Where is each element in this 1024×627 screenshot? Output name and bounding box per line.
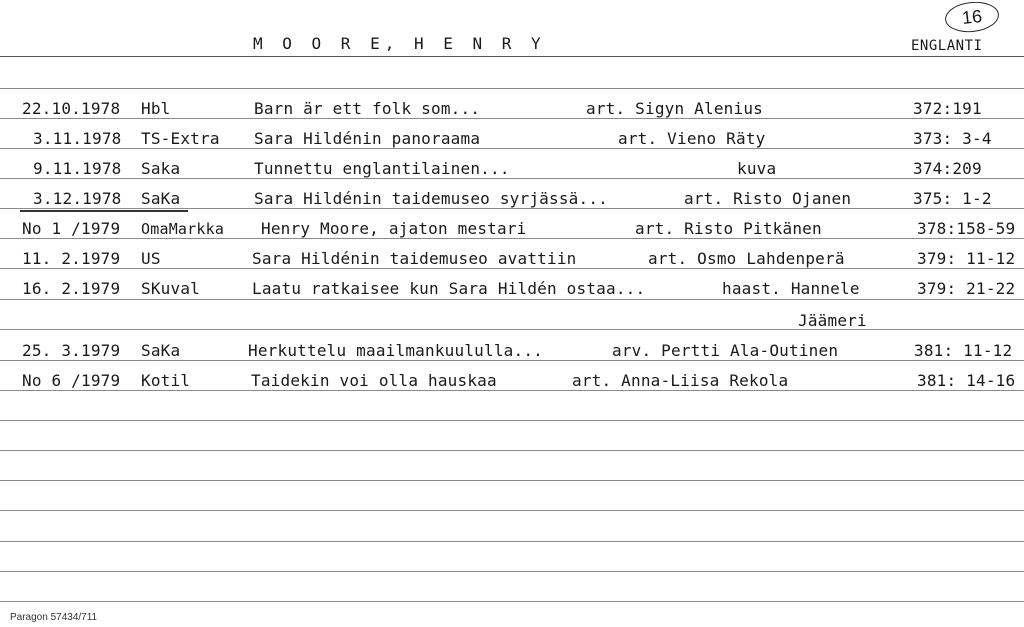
entry-ref: 381: 11-12 [914,341,1013,360]
entry-ref: 379: 11-12 [917,249,1016,268]
entry-author: art. Sigyn Alenius [586,99,763,118]
entry-source: SaKa [141,341,181,360]
entry-ref: 379: 21-22 [917,279,1016,298]
rule-line [0,510,1024,511]
rule-line [0,268,1024,269]
entry-source: Hbl [141,99,171,118]
rule-line [0,480,1024,481]
entry-underline [20,210,188,212]
entry-source: SaKa [141,189,181,208]
entry-date: 9.11.1978 [33,159,122,178]
entry-date: 22.10.1978 [22,99,121,118]
card-country: ENGLANTI [911,38,983,54]
entry-ref: 375: 1-2 [913,189,992,208]
entry-ref: 378:158-59 [917,219,1016,238]
entry-author-continued: Jäämeri [798,311,867,330]
entry-ref: 381: 14-16 [917,371,1016,390]
rule-line [0,118,1024,119]
entry-date: 25. 3.1979 [22,341,121,360]
entry-author: art. Vieno Räty [618,129,766,148]
entry-author: art. Risto Pitkänen [635,219,822,238]
entry-date: 11. 2.1979 [22,249,121,268]
entry-title: Taidekin voi olla hauskaa [251,371,497,390]
rule-line [0,329,1024,330]
entry-author: haast. Hannele [722,279,860,298]
rule-line [0,88,1024,89]
entry-author: kuva [737,159,777,178]
entry-title: Sara Hildénin panoraama [254,129,481,148]
entry-date: No 6 /1979 [22,371,121,390]
print-mark: Paragon 57434/711 [10,612,98,623]
card-subject-name: M O O R E, H E N R Y [253,34,546,53]
entry-title: Henry Moore, ajaton mestari [261,219,527,238]
header-rule [0,56,1024,57]
rule-line [0,601,1024,602]
entry-author: arv. Pertti Ala-Outinen [612,341,839,360]
entry-date: 3.12.1978 [33,189,122,208]
entry-author: art. Anna-Liisa Rekola [572,371,789,390]
entry-title: Sara Hildénin taidemuseo syrjässä... [254,189,608,208]
entry-source: US [141,249,161,268]
entry-source: SKuval [141,279,200,298]
rule-line [0,360,1024,361]
entry-date: No 1 /1979 [22,219,121,238]
rule-line [0,148,1024,149]
rule-line [0,178,1024,179]
rule-line [0,420,1024,421]
entry-title: Sara Hildénin taidemuseo avattiin [252,249,577,268]
entry-title: Herkuttelu maailmankuululla... [248,341,543,360]
rule-line [0,450,1024,451]
entry-source: OmaMarkka [141,220,225,238]
rule-line [0,571,1024,572]
entry-date: 16. 2.1979 [22,279,121,298]
entry-ref: 373: 3-4 [913,129,992,148]
entry-title: Laatu ratkaisee kun Sara Hildén ostaa... [252,279,646,298]
entry-title: Tunnettu englantilainen... [254,159,510,178]
entry-source: Kotil [141,371,191,390]
rule-line [0,238,1024,239]
entry-date: 3.11.1978 [33,129,122,148]
rule-line [0,541,1024,542]
entry-source: TS-Extra [141,129,220,148]
card-number-stamp: 16 [944,0,1001,35]
entry-title: Barn är ett folk som... [254,99,481,118]
entry-author: art. Osmo Lahdenperä [648,249,845,268]
rule-line [0,299,1024,300]
entry-ref: 374:209 [913,159,982,178]
rule-line [0,390,1024,391]
entry-ref: 372:191 [913,99,982,118]
rule-line [0,208,1024,209]
entry-author: art. Risto Ojanen [684,189,852,208]
entry-source: Saka [141,159,181,178]
